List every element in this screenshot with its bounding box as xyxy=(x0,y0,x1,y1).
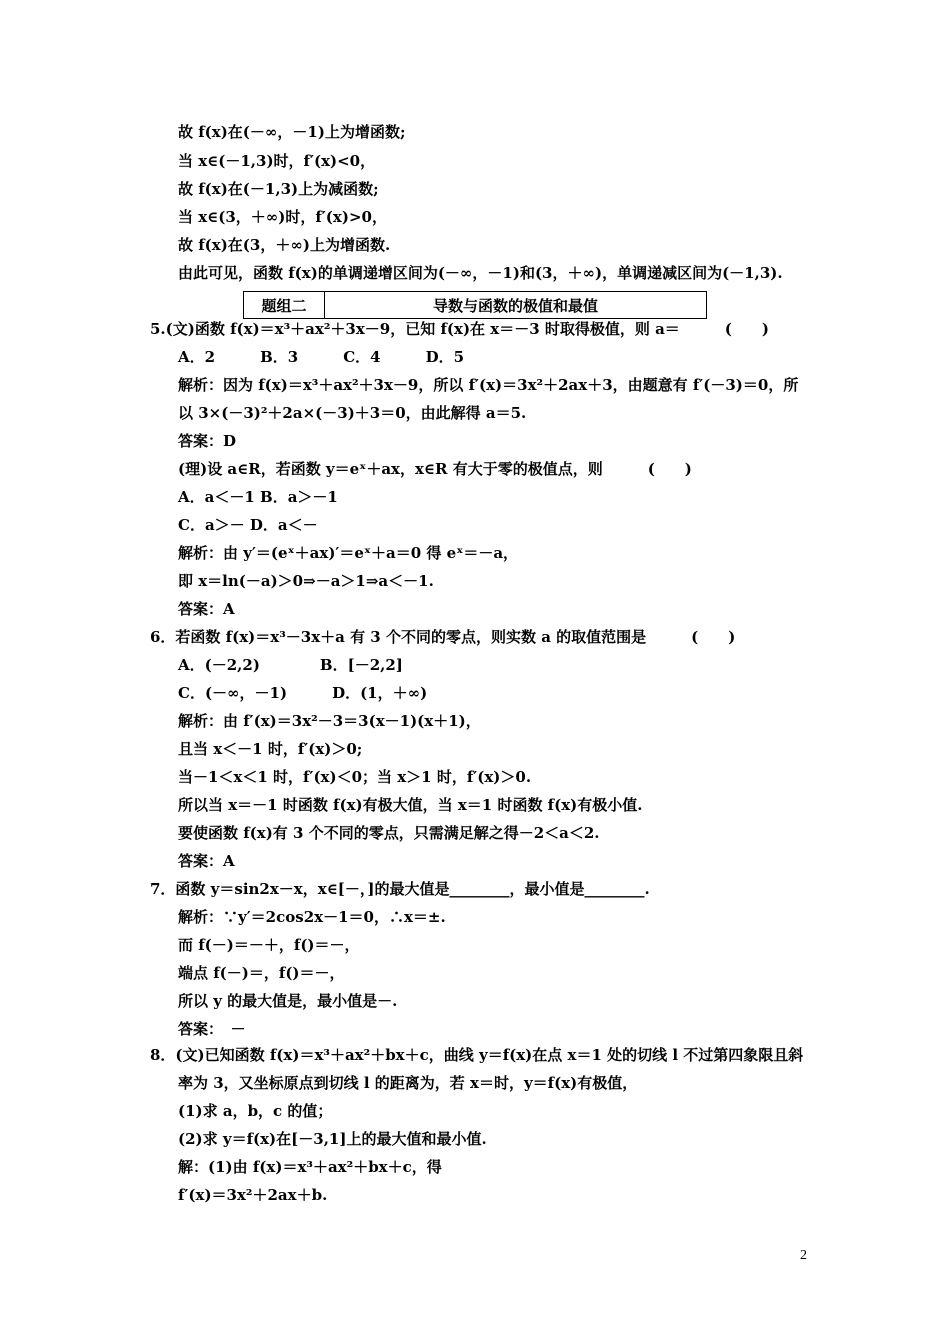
q5li-solution: 即 x＝ln(－a)＞0⇒－a＞1⇒a＜－1. xyxy=(178,572,434,590)
q6-options: A．(－2,2) B．[－2,2] xyxy=(178,656,403,674)
section-header-table xyxy=(243,291,707,319)
text-line: 由此可见，函数 f(x)的单调递增区间为(－∞，－1)和(3，＋∞)，单调递减区间为(－1,3). xyxy=(178,264,783,282)
question-7: 7．函数 y＝sin2x－x，x∈[－，]的最大值是________，最小值是________. xyxy=(150,880,650,898)
q8-part2: (2)求 y＝f(x)在[－3,1]上的最大值和最小值. xyxy=(178,1130,487,1148)
q6-answer: 答案：A xyxy=(178,852,235,870)
q5li-options: C．a＞－ D．a＜－ xyxy=(178,516,318,534)
q5li-solution: 解析：由 y′＝(eˣ＋ax)′＝eˣ＋a＝0 得 eˣ＝－a， xyxy=(178,544,519,562)
q6-options: C．(－∞，－1) D．(1，＋∞) xyxy=(178,684,428,702)
section-title: 导数与函数的极值和最值 xyxy=(432,296,598,315)
q7-solution: 端点 f(－)＝，f()＝－， xyxy=(178,964,345,982)
text-line: 故 f(x)在(－∞，－1)上为增函数; xyxy=(178,123,406,141)
q5li-options: A．a＜－1 B．a＞－1 xyxy=(178,488,338,506)
q8-solution: f′(x)＝3x²＋2ax＋b. xyxy=(178,1186,328,1204)
q6-solution: 解析：由 f′(x)＝3x²－3＝3(x－1)(x＋1)， xyxy=(178,712,481,730)
text-line: 故 f(x)在(3，＋∞)上为增函数. xyxy=(178,236,391,254)
question-5: 5.(文)函数 f(x)＝x³＋ax²＋3x－9，已知 f(x)在 x＝－3 时取得极值，则 a＝ ( ) xyxy=(150,320,770,338)
q7-solution: 而 f(－)＝－＋，f()＝－， xyxy=(178,936,360,954)
question-6: 6．若函数 f(x)＝x³－3x＋a 有 3 个不同的零点，则实数 a 的取值范围是 ( ) xyxy=(150,628,736,646)
q8-part1: (1)求 a，b，c 的值； xyxy=(178,1102,333,1120)
section-label: 题组二 xyxy=(244,292,325,318)
q6-solution: 且当 x＜－1 时，f′(x)＞0; xyxy=(178,740,363,758)
question-5-li: (理)设 a∈R，若函数 y＝eˣ＋ax，x∈R 有大于零的极值点，则 ( ) xyxy=(178,460,692,478)
q7-answer: 答案： － xyxy=(178,1020,246,1038)
q8-text: 率为 3，又坐标原点到切线 l 的距离为，若 x＝时，y＝f(x)有极值， xyxy=(178,1074,638,1092)
q6-solution: 要使函数 f(x)有 3 个不同的零点，只需满足解之得－2＜a＜2. xyxy=(178,824,600,842)
q5-solution: 以 3×(－3)²＋2a×(－3)＋3＝0，由此解得 a＝5. xyxy=(178,404,527,422)
question-8: 8．(文)已知函数 f(x)＝x³＋ax²＋bx＋c，曲线 y＝f(x)在点 x＝1 处的切线 l 不过第四象限且斜 xyxy=(150,1046,804,1064)
page-number: 2 xyxy=(800,1248,807,1263)
q8-solution: 解：(1)由 f(x)＝x³＋ax²＋bx＋c，得 xyxy=(178,1158,442,1176)
q5-answer: 答案：D xyxy=(178,432,237,450)
q6-solution: 当－1＜x＜1 时，f′(x)＜0；当 x＞1 时，f′(x)＞0. xyxy=(178,768,532,786)
text-line: 当 x∈(3，＋∞)时，f′(x)>0， xyxy=(178,208,387,226)
q6-solution: 所以当 x＝－1 时函数 f(x)有极大值，当 x＝1 时函数 f(x)有极小值. xyxy=(178,796,643,814)
q5-solution: 解析：因为 f(x)＝x³＋ax²＋3x－9，所以 f′(x)＝3x²＋2ax＋3，由题意有 f′(－3)＝0，所 xyxy=(178,376,799,394)
text-line: 当 x∈(－1,3)时，f′(x)<0， xyxy=(178,152,376,170)
q7-solution: 所以 y 的最大值是，最小值是－. xyxy=(178,992,398,1010)
q7-solution: 解析：∵y′＝2cos2x－1＝0，∴x＝±. xyxy=(178,908,446,926)
text-line: 故 f(x)在(－1,3)上为减函数; xyxy=(178,180,379,198)
q5-options: A．2 B．3 C．4 D．5 xyxy=(178,348,465,366)
q5li-answer: 答案：A xyxy=(178,600,235,618)
